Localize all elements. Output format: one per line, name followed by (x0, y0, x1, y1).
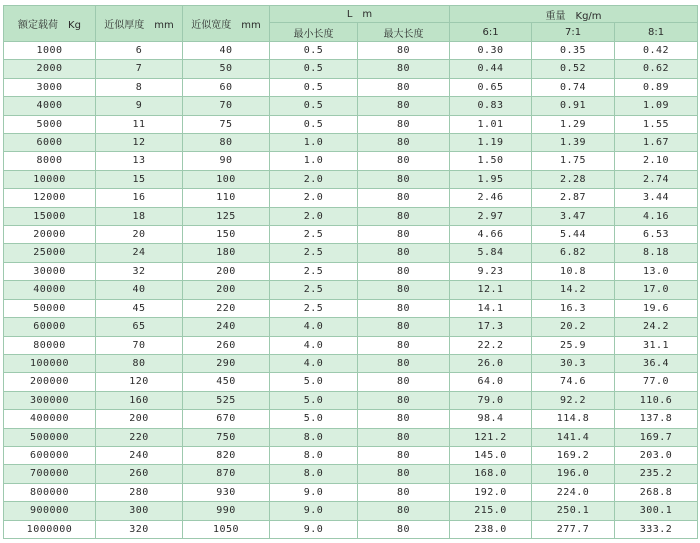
header-length-group (270, 6, 450, 23)
table-row (4, 428, 698, 446)
cell-weight-7-1: 0.35 (532, 42, 615, 60)
cell-width: 525 (183, 391, 270, 409)
cell-min-length: 2.5 (270, 299, 358, 317)
cell-min-length: 5.0 (270, 410, 358, 428)
cell-load: 700000 (4, 465, 96, 483)
cell-weight-8-1: 2.10 (615, 152, 698, 170)
cell-weight-6-1: 2.46 (450, 189, 532, 207)
cell-weight-6-1: 5.84 (450, 244, 532, 262)
cell-weight-8-1: 1.55 (615, 115, 698, 133)
cell-weight-8-1: 0.62 (615, 60, 698, 78)
cell-weight-8-1: 0.89 (615, 78, 698, 96)
cell-width: 75 (183, 115, 270, 133)
header-ratio-8: 8:1 (615, 23, 698, 42)
cell-load: 40000 (4, 281, 96, 299)
cell-min-length: 2.5 (270, 226, 358, 244)
cell-weight-6-1: 79.0 (450, 391, 532, 409)
cell-width: 930 (183, 483, 270, 501)
cell-thickness: 24 (96, 244, 183, 262)
cell-max-length: 80 (358, 115, 450, 133)
cell-weight-8-1: 235.2 (615, 465, 698, 483)
cell-thickness: 65 (96, 318, 183, 336)
table-row (4, 446, 698, 464)
cell-weight-8-1: 13.0 (615, 262, 698, 280)
cell-weight-8-1: 1.09 (615, 97, 698, 115)
cell-weight-6-1: 192.0 (450, 483, 532, 501)
spec-table-container (3, 5, 697, 539)
cell-max-length: 80 (358, 483, 450, 501)
header-weight-group (450, 6, 698, 23)
cell-width: 180 (183, 244, 270, 262)
cell-min-length: 0.5 (270, 115, 358, 133)
cell-thickness: 220 (96, 428, 183, 446)
cell-max-length: 80 (358, 42, 450, 60)
header-ratio-6: 6:1 (450, 23, 532, 42)
cell-max-length: 80 (358, 134, 450, 152)
cell-weight-6-1: 9.23 (450, 262, 532, 280)
cell-weight-6-1: 0.83 (450, 97, 532, 115)
cell-min-length: 1.0 (270, 134, 358, 152)
cell-load: 20000 (4, 226, 96, 244)
cell-width: 990 (183, 502, 270, 520)
cell-thickness: 20 (96, 226, 183, 244)
cell-weight-8-1: 17.0 (615, 281, 698, 299)
cell-width: 150 (183, 226, 270, 244)
cell-thickness: 18 (96, 207, 183, 225)
cell-min-length: 4.0 (270, 318, 358, 336)
cell-max-length: 80 (358, 318, 450, 336)
cell-weight-6-1: 0.44 (450, 60, 532, 78)
table-row (4, 170, 698, 188)
cell-max-length: 80 (358, 189, 450, 207)
cell-max-length: 80 (358, 226, 450, 244)
cell-weight-8-1: 300.1 (615, 502, 698, 520)
header-row-1 (4, 6, 698, 23)
cell-max-length: 80 (358, 502, 450, 520)
cell-thickness: 160 (96, 391, 183, 409)
cell-thickness: 16 (96, 189, 183, 207)
cell-thickness: 300 (96, 502, 183, 520)
cell-load: 600000 (4, 446, 96, 464)
cell-width: 110 (183, 189, 270, 207)
cell-weight-8-1: 36.4 (615, 354, 698, 372)
cell-weight-7-1: 1.39 (532, 134, 615, 152)
cell-weight-7-1: 277.7 (532, 520, 615, 538)
cell-max-length: 80 (358, 354, 450, 372)
cell-width: 260 (183, 336, 270, 354)
table-row (4, 483, 698, 501)
cell-max-length: 80 (358, 60, 450, 78)
cell-weight-7-1: 224.0 (532, 483, 615, 501)
header-weight-label: 重量 (545, 10, 566, 22)
cell-weight-7-1: 114.8 (532, 410, 615, 428)
cell-load: 8000 (4, 152, 96, 170)
cell-weight-8-1: 110.6 (615, 391, 698, 409)
cell-weight-8-1: 31.1 (615, 336, 698, 354)
cell-max-length: 80 (358, 207, 450, 225)
cell-weight-8-1: 2.74 (615, 170, 698, 188)
header-min-length: 最小长度 (270, 23, 358, 42)
cell-max-length: 80 (358, 373, 450, 391)
cell-load: 4000 (4, 97, 96, 115)
table-row (4, 299, 698, 317)
cell-max-length: 80 (358, 428, 450, 446)
cell-min-length: 2.5 (270, 244, 358, 262)
cell-weight-6-1: 1.01 (450, 115, 532, 133)
table-row (4, 60, 698, 78)
cell-load: 300000 (4, 391, 96, 409)
cell-thickness: 9 (96, 97, 183, 115)
cell-load: 3000 (4, 78, 96, 96)
table-row (4, 318, 698, 336)
cell-width: 60 (183, 78, 270, 96)
cell-max-length: 80 (358, 410, 450, 428)
cell-width: 200 (183, 262, 270, 280)
cell-width: 40 (183, 42, 270, 60)
cell-min-length: 8.0 (270, 446, 358, 464)
cell-weight-7-1: 2.87 (532, 189, 615, 207)
header-length-unit: m (362, 8, 373, 20)
table-row (4, 78, 698, 96)
cell-min-length: 0.5 (270, 97, 358, 115)
table-row (4, 152, 698, 170)
cell-weight-7-1: 169.2 (532, 446, 615, 464)
cell-weight-6-1: 4.66 (450, 226, 532, 244)
cell-width: 870 (183, 465, 270, 483)
cell-weight-6-1: 0.65 (450, 78, 532, 96)
cell-width: 125 (183, 207, 270, 225)
cell-min-length: 2.0 (270, 170, 358, 188)
cell-weight-7-1: 0.52 (532, 60, 615, 78)
cell-max-length: 80 (358, 520, 450, 538)
table-row (4, 189, 698, 207)
cell-min-length: 0.5 (270, 42, 358, 60)
header-width (183, 6, 270, 42)
cell-load: 15000 (4, 207, 96, 225)
cell-weight-6-1: 22.2 (450, 336, 532, 354)
cell-load: 10000 (4, 170, 96, 188)
cell-width: 200 (183, 281, 270, 299)
cell-load: 60000 (4, 318, 96, 336)
header-length-label: L (346, 8, 353, 20)
cell-weight-7-1: 0.91 (532, 97, 615, 115)
cell-max-length: 80 (358, 244, 450, 262)
table-row (4, 502, 698, 520)
header-load-unit: Kg (68, 20, 81, 31)
cell-weight-7-1: 14.2 (532, 281, 615, 299)
cell-max-length: 80 (358, 336, 450, 354)
cell-load: 12000 (4, 189, 96, 207)
table-row (4, 115, 698, 133)
cell-thickness: 32 (96, 262, 183, 280)
cell-max-length: 80 (358, 281, 450, 299)
cell-load: 5000 (4, 115, 96, 133)
cell-weight-7-1: 30.3 (532, 354, 615, 372)
cell-weight-6-1: 98.4 (450, 410, 532, 428)
cell-load: 80000 (4, 336, 96, 354)
cell-weight-6-1: 1.50 (450, 152, 532, 170)
cell-thickness: 7 (96, 60, 183, 78)
cell-weight-8-1: 4.16 (615, 207, 698, 225)
cell-weight-7-1: 6.82 (532, 244, 615, 262)
cell-weight-7-1: 92.2 (532, 391, 615, 409)
cell-min-length: 8.0 (270, 465, 358, 483)
cell-width: 70 (183, 97, 270, 115)
cell-weight-7-1: 20.2 (532, 318, 615, 336)
cell-weight-6-1: 1.95 (450, 170, 532, 188)
cell-thickness: 320 (96, 520, 183, 538)
cell-weight-8-1: 19.6 (615, 299, 698, 317)
cell-weight-7-1: 250.1 (532, 502, 615, 520)
cell-width: 1050 (183, 520, 270, 538)
cell-width: 820 (183, 446, 270, 464)
cell-min-length: 9.0 (270, 520, 358, 538)
table-row (4, 134, 698, 152)
cell-thickness: 12 (96, 134, 183, 152)
cell-weight-6-1: 238.0 (450, 520, 532, 538)
cell-min-length: 2.5 (270, 281, 358, 299)
cell-width: 220 (183, 299, 270, 317)
cell-weight-6-1: 17.3 (450, 318, 532, 336)
cell-width: 50 (183, 60, 270, 78)
table-row (4, 207, 698, 225)
cell-weight-8-1: 203.0 (615, 446, 698, 464)
cell-min-length: 2.5 (270, 262, 358, 280)
cell-thickness: 240 (96, 446, 183, 464)
cell-max-length: 80 (358, 170, 450, 188)
table-row (4, 262, 698, 280)
table-row (4, 373, 698, 391)
cell-weight-6-1: 168.0 (450, 465, 532, 483)
cell-width: 240 (183, 318, 270, 336)
cell-min-length: 8.0 (270, 428, 358, 446)
cell-min-length: 9.0 (270, 483, 358, 501)
cell-weight-6-1: 12.1 (450, 281, 532, 299)
cell-width: 670 (183, 410, 270, 428)
cell-min-length: 0.5 (270, 60, 358, 78)
table-row (4, 410, 698, 428)
cell-width: 450 (183, 373, 270, 391)
spec-table (3, 5, 698, 539)
cell-load: 30000 (4, 262, 96, 280)
cell-weight-7-1: 10.8 (532, 262, 615, 280)
cell-thickness: 45 (96, 299, 183, 317)
cell-weight-7-1: 25.9 (532, 336, 615, 354)
cell-thickness: 11 (96, 115, 183, 133)
cell-load: 800000 (4, 483, 96, 501)
cell-load: 50000 (4, 299, 96, 317)
cell-load: 200000 (4, 373, 96, 391)
header-thickness (96, 6, 183, 42)
cell-load: 1000 (4, 42, 96, 60)
cell-width: 100 (183, 170, 270, 188)
cell-max-length: 80 (358, 391, 450, 409)
cell-weight-7-1: 1.29 (532, 115, 615, 133)
cell-load: 900000 (4, 502, 96, 520)
cell-min-length: 4.0 (270, 354, 358, 372)
cell-max-length: 80 (358, 78, 450, 96)
cell-weight-7-1: 141.4 (532, 428, 615, 446)
header-load (4, 6, 96, 42)
cell-thickness: 70 (96, 336, 183, 354)
cell-thickness: 120 (96, 373, 183, 391)
cell-weight-6-1: 121.2 (450, 428, 532, 446)
table-row (4, 520, 698, 538)
cell-load: 6000 (4, 134, 96, 152)
cell-weight-6-1: 64.0 (450, 373, 532, 391)
cell-weight-8-1: 6.53 (615, 226, 698, 244)
cell-weight-6-1: 0.30 (450, 42, 532, 60)
cell-max-length: 80 (358, 299, 450, 317)
header-thickness-unit: mm (154, 20, 174, 31)
cell-weight-6-1: 14.1 (450, 299, 532, 317)
cell-weight-7-1: 16.3 (532, 299, 615, 317)
header-weight-unit: Kg/m (575, 10, 602, 22)
cell-weight-8-1: 3.44 (615, 189, 698, 207)
cell-width: 290 (183, 354, 270, 372)
cell-load: 1000000 (4, 520, 96, 538)
cell-weight-8-1: 8.18 (615, 244, 698, 262)
cell-max-length: 80 (358, 446, 450, 464)
cell-weight-8-1: 137.8 (615, 410, 698, 428)
table-row (4, 391, 698, 409)
cell-width: 750 (183, 428, 270, 446)
cell-weight-7-1: 3.47 (532, 207, 615, 225)
table-row (4, 465, 698, 483)
cell-max-length: 80 (358, 465, 450, 483)
header-thickness-label: 近似厚度 (104, 20, 145, 31)
cell-weight-7-1: 0.74 (532, 78, 615, 96)
cell-weight-7-1: 2.28 (532, 170, 615, 188)
table-row (4, 354, 698, 372)
cell-thickness: 260 (96, 465, 183, 483)
cell-weight-8-1: 24.2 (615, 318, 698, 336)
cell-min-length: 2.0 (270, 207, 358, 225)
cell-weight-7-1: 1.75 (532, 152, 615, 170)
cell-min-length: 2.0 (270, 189, 358, 207)
cell-load: 100000 (4, 354, 96, 372)
cell-load: 2000 (4, 60, 96, 78)
cell-thickness: 6 (96, 42, 183, 60)
cell-weight-8-1: 0.42 (615, 42, 698, 60)
cell-width: 80 (183, 134, 270, 152)
cell-width: 90 (183, 152, 270, 170)
table-row (4, 42, 698, 60)
cell-weight-6-1: 1.19 (450, 134, 532, 152)
cell-weight-6-1: 215.0 (450, 502, 532, 520)
cell-max-length: 80 (358, 152, 450, 170)
header-load-label: 额定载荷 (18, 20, 59, 31)
header-width-label: 近似宽度 (191, 20, 232, 31)
cell-thickness: 200 (96, 410, 183, 428)
cell-min-length: 0.5 (270, 78, 358, 96)
table-row (4, 97, 698, 115)
cell-thickness: 13 (96, 152, 183, 170)
cell-thickness: 15 (96, 170, 183, 188)
table-row (4, 281, 698, 299)
cell-load: 25000 (4, 244, 96, 262)
header-width-unit: mm (241, 20, 261, 31)
cell-weight-6-1: 2.97 (450, 207, 532, 225)
cell-weight-7-1: 74.6 (532, 373, 615, 391)
cell-thickness: 40 (96, 281, 183, 299)
cell-weight-6-1: 26.0 (450, 354, 532, 372)
cell-load: 500000 (4, 428, 96, 446)
cell-max-length: 80 (358, 97, 450, 115)
spec-table-body (4, 42, 698, 539)
cell-thickness: 8 (96, 78, 183, 96)
cell-thickness: 80 (96, 354, 183, 372)
cell-thickness: 280 (96, 483, 183, 501)
cell-weight-6-1: 145.0 (450, 446, 532, 464)
cell-weight-7-1: 196.0 (532, 465, 615, 483)
cell-load: 400000 (4, 410, 96, 428)
cell-max-length: 80 (358, 262, 450, 280)
cell-weight-8-1: 169.7 (615, 428, 698, 446)
cell-weight-8-1: 333.2 (615, 520, 698, 538)
cell-weight-7-1: 5.44 (532, 226, 615, 244)
header-max-length: 最大长度 (358, 23, 450, 42)
cell-weight-8-1: 1.67 (615, 134, 698, 152)
cell-weight-8-1: 268.8 (615, 483, 698, 501)
cell-min-length: 1.0 (270, 152, 358, 170)
table-row (4, 226, 698, 244)
cell-min-length: 5.0 (270, 373, 358, 391)
table-row (4, 336, 698, 354)
cell-min-length: 9.0 (270, 502, 358, 520)
cell-weight-8-1: 77.0 (615, 373, 698, 391)
cell-min-length: 4.0 (270, 336, 358, 354)
cell-min-length: 5.0 (270, 391, 358, 409)
table-row (4, 244, 698, 262)
header-ratio-7: 7:1 (532, 23, 615, 42)
